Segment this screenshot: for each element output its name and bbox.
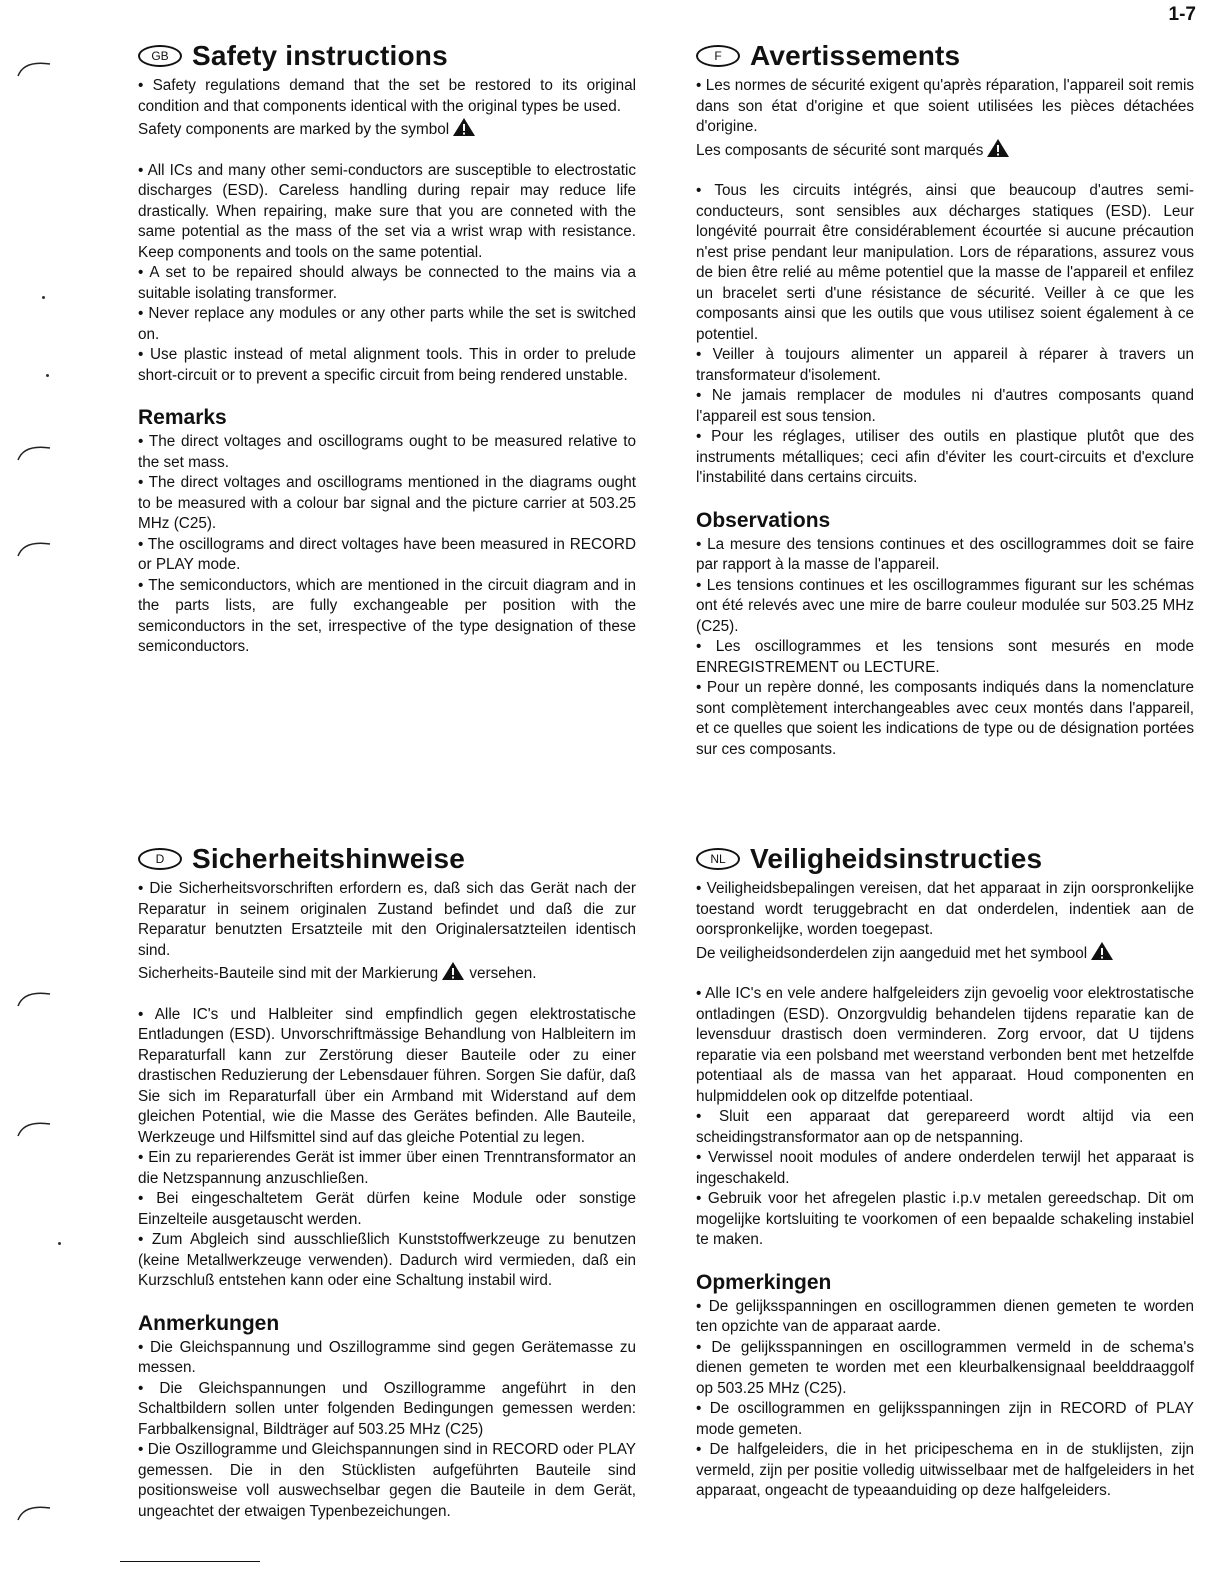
remark: • The direct voltages and oscillograms mentioned in the diagrams ought to be measured with a colour bar signal and the picture carrier at 503.25 MHz (C25).: [138, 474, 636, 532]
remarks-title: Opmerkingen: [696, 1270, 832, 1294]
section-french: [696, 40, 1194, 760]
symbol-line: Les composants de sécurité sont marqués: [696, 138, 1194, 162]
paragraph: • Verwissel nooit modules of andere onderdelen terwijl het apparaat is ingeschakeld.: [696, 1149, 1194, 1187]
paragraph: • Gebruik voor het afregelen plastic i.p.v metalen gereedschap. Dit om mogelijke kortsluiting te voorkomen of een bepaalde schakeling instabiel te maken.: [696, 1190, 1194, 1248]
paragraph: • Ein zu reparierendes Gerät ist immer über einen Trenntransformator an die Netzspannung anzuschließen.: [138, 1149, 636, 1187]
symbol-line: Sicherheits-Bauteile sind mit der Markierung versehen.: [138, 961, 636, 985]
remarks-title: Anmerkungen: [138, 1311, 280, 1335]
section-heading: [138, 843, 636, 875]
remark: • De gelijksspanningen en oscillogrammen dienen gemeten te worden ten opzichte van de apparaat aarde.: [696, 1297, 1194, 1335]
symbol-line: Safety components are marked by the symbol: [138, 117, 636, 141]
paragraph: • Veiligheidsbepalingen vereisen, dat het apparaat in zijn oorspronkelijke toestand wordt teruggebracht en dat onderdelen, indentiek aan de oorspronkelijke, worden toegepast.: [696, 880, 1194, 938]
paragraph: • Never replace any modules or any other parts while the set is switched on.: [138, 305, 636, 343]
paragraph: • A set to be repaired should always be connected to the mains via a suitable isolating transformer.: [138, 264, 636, 302]
paragraph: • Zum Abgleich sind ausschließlich Kunststoffwerkzeuge zu benutzen (keine Metallwerkzeuge verwenden). Dadurch wird vermieden, daß ein Kurzschluß entstehen kann oder eine Schaltung instabil wird.: [138, 1231, 636, 1289]
paragraph: • Bei eingeschaltetem Gerät dürfen keine Module oder sonstige Einzelteile ausgetauscht werden.: [138, 1190, 636, 1228]
paragraph: • Veiller à toujours alimenter un appareil à réparer à travers un transformateur d'isolement.: [696, 346, 1194, 384]
scan-dot: [58, 1242, 61, 1245]
section-german: [138, 843, 636, 1522]
section-dutch: [696, 843, 1194, 1502]
warning-triangle-icon: [1090, 941, 1114, 961]
section-heading: [138, 40, 636, 72]
paragraph: • Tous les circuits intégrés, ainsi que beaucoup d'autres semi-conducteurs, sont sensibles aux décharges statiques (ESD). Leur longévité pourrait être considérablement écourtée si aucune précaution n'est prise pendant leur manipulation. Lors de réparations, assurez vous de bien être relié au même potentiel que la masse de l'appareil et enfilez un bracelet serti d'une résistance de sécurité. Veiller à ce que les composants ainsi que les outils que vous utilisez soient également à ce potentiel.: [696, 182, 1194, 343]
remarks-title: Remarks: [138, 406, 227, 429]
section-heading: [696, 843, 1194, 875]
remark: • Pour un repère donné, les composants indiqués dans la nomenclature sont complètement interchangeables avec ceux montés dans l'appareil, et ce quelles que soient les indications de type ou de désignation portées sur ces composants.: [696, 679, 1194, 758]
language-badge: F: [696, 45, 740, 67]
paragraph: • Safety regulations demand that the set be restored to its original condition and that components identical with the original types be used.: [138, 77, 636, 115]
paragraph: • Sluit een apparaat dat gerepareerd wordt altijd via een scheidingstransformator aan op de netspanning.: [696, 1108, 1194, 1146]
strike-line: [120, 1561, 260, 1562]
warning-triangle-icon: [452, 117, 476, 137]
paragraph: • Les normes de sécurité exigent qu'après réparation, l'appareil soit remis dans son état d'origine et que soient utilisées les pièces détachées d'origine.: [696, 77, 1194, 135]
remark: • Die Gleichspannungen und Oszillogramme angeführt in den Schaltbildern sollen unter folgenden Bedingungen gemessen werden: Farbbalkensignal, Bildträger auf 503.25 MHz (C25): [138, 1379, 636, 1438]
language-badge: D: [138, 848, 182, 870]
warning-triangle-icon: [441, 961, 465, 981]
language-badge: GB: [138, 45, 182, 67]
remark: • Les oscillogrammes et les tensions sont mesurés en mode ENREGISTREMENT ou LECTURE.: [696, 638, 1194, 676]
remark: • De oscillogrammen en gelijksspanningen zijn in RECORD of PLAY mode gemeten.: [696, 1400, 1194, 1438]
page-number: 1-7: [1168, 4, 1196, 25]
warning-triangle-icon: [986, 138, 1010, 158]
symbol-line: De veiligheidsonderdelen zijn aangeduid met het symbool: [696, 941, 1194, 965]
scan-dot: [46, 374, 49, 377]
remark: • Les tensions continues et les oscillogrammes figurant sur les schémas ont été relevés avec une mire de barre couleur modulée sur 503.25 MHz (C25).: [696, 576, 1194, 635]
section-english: [138, 40, 636, 658]
section-title: Avertissements: [750, 40, 961, 71]
section-title: Sicherheitshinweise: [192, 843, 466, 874]
remark: • Die Oszillogramme und Gleichspannungen sind in RECORD oder PLAY gemessen. Die in den Stücklisten aufgeführten Bauteile sind positionsweise voll auswechselbar gegen die Bauteile in dem Gerät, ungeachtet der etwaigen Typenbezeichungen.: [138, 1441, 636, 1520]
scan-dot: [42, 296, 45, 299]
paragraph: • Ne jamais remplacer de modules ni d'autres composants quand l'appareil est sous tension.: [696, 387, 1194, 425]
paragraph: • Alle IC's und Halbleiter sind empfindlich gegen elektrostatische Entladungen (ESD). Unvorschriftmässige Behandlung von Halbleitern im Reparaturfall kann zur Zerstörung dieser Bauteile oder zu einer drastischen Reduzierung der Lebensdauer führen. Sorgen Sie dafür, daß Sie sich im Reparaturfall über ein Armband mit Widerstand auf dem gleichen Potential, wie die Masse des Gerätes befinden. Alle Bauteile, Werkzeuge und Hilfsmittel sind auf das gleiche Potential zu legen.: [138, 1005, 636, 1146]
remark: • The direct voltages and oscillograms ought to be measured relative to the set mass.: [138, 433, 636, 471]
section-title: Safety instructions: [192, 40, 448, 71]
remark: • Die Gleichspannung und Oszillogramme sind gegen Gerätemasse zu messen.: [138, 1338, 636, 1376]
remark: • De halfgeleiders, die in het pricipeschema en in de stuklijsten, zijn vermeld, zijn per positie volledig uitwisselbaar met de halfgeleiders in het apparaat, ongeacht de typeaanduiding op deze halfgeleiders.: [696, 1441, 1194, 1499]
language-badge: NL: [696, 848, 740, 870]
remarks-title: Observations: [696, 508, 831, 532]
remark: • De gelijksspanningen en oscillogrammen vermeld in de schema's dienen gemeten te worden met een kleurbalkensignaal beelddraaggolf op 503.25 MHz (C25).: [696, 1338, 1194, 1397]
binder-mark-icon: [14, 56, 54, 80]
binder-mark-icon: [14, 986, 54, 1010]
paragraph: • All ICs and many other semi-conductors are susceptible to electrostatic discharges (ESD). Careless handling during repair may reduce life drastically. When repairing, make sure that you are conneted with the same potential as the mass of the set via a wrist wrap with resistance. Keep components and tools on the same potential.: [138, 161, 636, 261]
binder-mark-icon: [14, 1116, 54, 1140]
remark: • The semiconductors, which are mentioned in the circuit diagram and in the parts lists, are fully exchangeable per position with the semiconductors in the set, irrespective of the type designation of these semiconductors.: [138, 576, 636, 655]
paragraph: • Die Sicherheitsvorschriften erfordern es, daß sich das Gerät nach der Reparatur in seinem originalen Zustand befindet und daß die zur Reparatur benutzten Ersatzteile mit den Originalersatzteilen identisch sind.: [138, 880, 636, 959]
remark: • The oscillograms and direct voltages have been measured in RECORD or PLAY mode.: [138, 535, 636, 573]
paragraph: • Pour les réglages, utiliser des outils en plastique plutôt que des instruments métalliques; ceci afin d'éviter les court-circuits et d'exclure l'instabilité dans certains circuits.: [696, 428, 1194, 486]
section-heading: [696, 40, 1194, 72]
paragraph: • Alle IC's en vele andere halfgeleiders zijn gevoelig voor elektrostatische ontladingen (ESD). Onzorgvuldig behandelen tijdens reparatie kan de levensduur drastisch doen verminderen. Zorg ervoor, dat U tijdens reparatie via een polsband met weerstand verbonden bent met hetzelfde potentiaal als de massa van het apparaat. Houd componenten en hulpmiddelen ook op ditzelfde potentiaal.: [696, 985, 1194, 1105]
paragraph: • Use plastic instead of metal alignment tools. This in order to prelude short-circuit or to prevent a specific circuit from being rendered unstable.: [138, 346, 636, 384]
binder-mark-icon: [14, 440, 54, 464]
remark: • La mesure des tensions continues et des oscillogrammes doit se faire par rapport à la masse de l'appareil.: [696, 535, 1194, 573]
binder-mark-icon: [14, 536, 54, 560]
section-title: Veiligheidsinstructies: [750, 843, 1043, 874]
binder-mark-icon: [14, 1500, 54, 1524]
